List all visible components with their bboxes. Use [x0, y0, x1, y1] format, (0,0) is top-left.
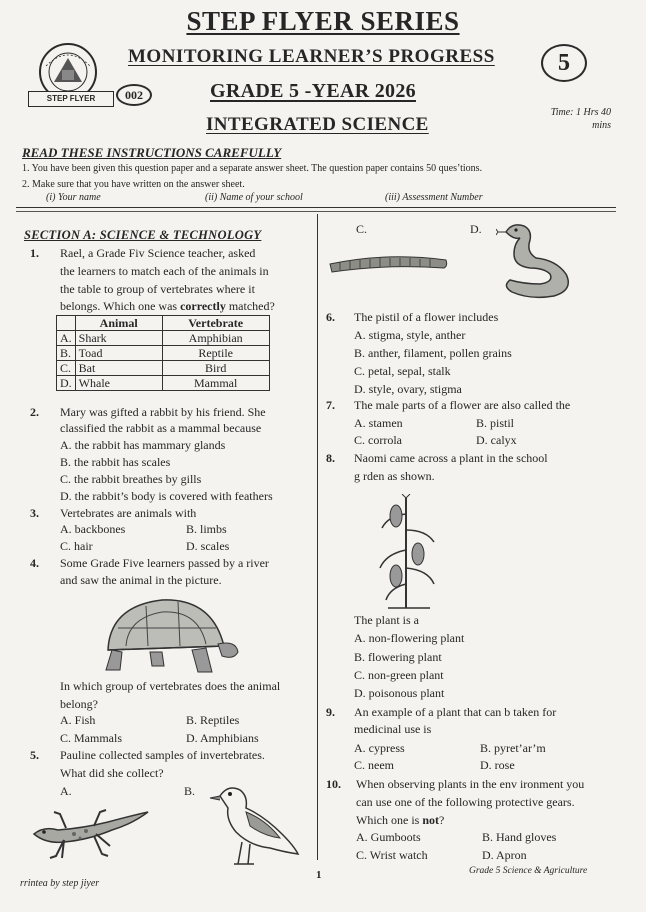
subject-title: INTEGRATED SCIENCE	[206, 114, 429, 135]
matching-table	[56, 315, 270, 391]
answer-option: C. neem	[354, 758, 394, 772]
question-text: Some Grade Five learners passed by a river	[60, 556, 269, 570]
answer-option: D. scales	[186, 539, 230, 553]
question-text: the table to group of vertebrates where it	[60, 282, 255, 296]
answer-option: C. petal, sepal, stalk	[354, 364, 451, 378]
answer-option: C. Wrist watch	[356, 848, 428, 862]
answer-option: D. Apron	[482, 848, 527, 862]
instruction-item-2: 2. Make sure that you have written on the answer sheet.	[22, 179, 245, 190]
table-row: A. Shark Amphibian	[57, 331, 270, 346]
logo-ribbon: STEP FLYER	[28, 91, 114, 107]
column-divider	[317, 214, 318, 860]
answer-option: C. Mammals	[60, 731, 122, 745]
question-number: 1.	[30, 246, 39, 260]
question-number: 4.	[30, 556, 39, 570]
question-text: Rael, a Grade Fiv Science teacher, asked	[60, 246, 256, 260]
answer-option: B. limbs	[186, 522, 227, 536]
answer-option: A. cypress	[354, 741, 405, 755]
section-title: SECTION A: SCIENCE & TECHNOLOGY	[24, 228, 262, 242]
answer-option: C. non-green plant	[354, 668, 444, 682]
answer-option: D. poisonous plant	[354, 686, 445, 700]
answer-option: D. the rabbit’s body is covered with feathers	[60, 489, 273, 503]
lizard-illustration	[24, 800, 154, 870]
field-assessment-number: (iii) Assessment Number	[385, 192, 483, 203]
field-your-name: (i) Your name	[46, 192, 101, 203]
question-text: the learners to match each of the animals in	[60, 264, 269, 278]
answer-option: C. the rabbit breathes by gills	[60, 472, 202, 486]
answer-option: A. backbones	[60, 522, 126, 536]
answer-option: A. the rabbit has mammary glands	[60, 438, 226, 452]
question-text: classified the rabbit as a mammal because	[60, 421, 262, 435]
question-text: g rden as shown.	[354, 469, 435, 483]
answer-option: A. Fish	[60, 713, 96, 727]
printed-by: rrintea by step jiyer	[20, 878, 100, 889]
answer-option: D. calyx	[476, 433, 517, 447]
question-number: 9.	[326, 705, 335, 719]
answer-option: D. rose	[480, 758, 515, 772]
table-row: D. Whale Mammal	[57, 376, 270, 391]
question-number: 3.	[30, 506, 39, 520]
divider	[16, 211, 616, 212]
table-header: Vertebrate	[162, 316, 269, 331]
subject-footer: Grade 5 Science & Agriculture	[469, 866, 588, 876]
answer-option: D. style, ovary, stigma	[354, 382, 462, 396]
tortoise-illustration	[88, 588, 240, 678]
millipede-illustration	[326, 252, 450, 276]
grade-title: GRADE 5 -YEAR 2026	[210, 80, 416, 102]
question-number: 8.	[326, 451, 335, 465]
answer-option: A. stigma, style, anther	[354, 328, 466, 342]
question-number: 5.	[30, 748, 39, 762]
answer-option: B. Hand gloves	[482, 830, 557, 844]
question-text: Vertebrates are animals with	[60, 506, 197, 520]
question-text: can use one of the following protective gears.	[356, 795, 575, 809]
question-number: 7.	[326, 398, 335, 412]
option-label: D.	[470, 222, 482, 236]
answer-option: B. flowering plant	[354, 650, 442, 664]
question-text: The male parts of a flower are also called the	[354, 398, 571, 412]
question-text: belong?	[60, 697, 98, 711]
question-text: When observing plants in the env ironment you	[356, 777, 585, 791]
table-header: Animal	[75, 316, 162, 331]
option-label: A.	[60, 784, 72, 798]
answer-option: A. Gumboots	[356, 830, 421, 844]
page-number: 1	[316, 869, 322, 881]
table-row: B. Toad Reptile	[57, 346, 270, 361]
answer-option: D. Amphibians	[186, 731, 259, 745]
option-label: B.	[184, 784, 196, 798]
question-text: belongs. Which one was correctly matched?	[60, 299, 275, 313]
paper-number-badge: 5	[541, 44, 587, 82]
question-text: An example of a plant that can b taken for	[354, 705, 557, 719]
question-text: What did she collect?	[60, 766, 164, 780]
answer-option: A. stamen	[354, 416, 403, 430]
answer-option: B. Reptiles	[186, 713, 240, 727]
answer-option: B. pistil	[476, 416, 515, 430]
question-text: medicinal use is	[354, 722, 432, 736]
snake-illustration	[496, 218, 580, 304]
instructions-title: READ THESE INSTRUCTIONS CAREFULLY	[22, 145, 282, 160]
answer-option: B. the rabbit has scales	[60, 455, 171, 469]
table-row: C. Bat Bird	[57, 361, 270, 376]
answer-option: B. pyret’ar’m	[480, 741, 546, 755]
answer-option: C. corrola	[354, 433, 402, 447]
series-title: STEP FLYER SERIES	[186, 6, 460, 36]
time-allowed: Time: 1 Hrs 40 mins	[550, 107, 611, 131]
question-text: The plant is a	[354, 613, 419, 627]
question-text: In which group of vertebrates does the animal	[60, 679, 281, 693]
question-text: Which one is not?	[356, 813, 445, 827]
maize-plant-illustration	[378, 494, 438, 612]
assessment-subtitle: MONITORING LEARNER’S PROGRESS	[128, 46, 495, 67]
paper-code: 002	[116, 84, 152, 106]
question-number: 2.	[30, 405, 39, 419]
answer-option: A. non-flowering plant	[354, 631, 465, 645]
answer-option: B. anther, filament, pollen grains	[354, 346, 512, 360]
question-text: Pauline collected samples of invertebrates.	[60, 748, 265, 762]
divider	[16, 207, 616, 208]
field-school-name: (ii) Name of your school	[205, 192, 303, 203]
option-label: C.	[356, 222, 368, 236]
answer-option: C. hair	[60, 539, 93, 553]
question-text: Naomi came across a plant in the school	[354, 451, 548, 465]
question-text: and saw the animal in the picture.	[60, 573, 222, 587]
question-number: 10.	[326, 777, 341, 791]
bird-illustration	[206, 776, 302, 872]
question-text: Mary was gifted a rabbit by his friend. She	[60, 405, 266, 419]
instruction-item-1: 1. You have been given this question paper and a separate answer sheet. The question paper contains 50 ques’tions.	[22, 163, 483, 174]
question-number: 6.	[326, 310, 335, 324]
question-text: The pistil of a flower includes	[354, 310, 499, 324]
